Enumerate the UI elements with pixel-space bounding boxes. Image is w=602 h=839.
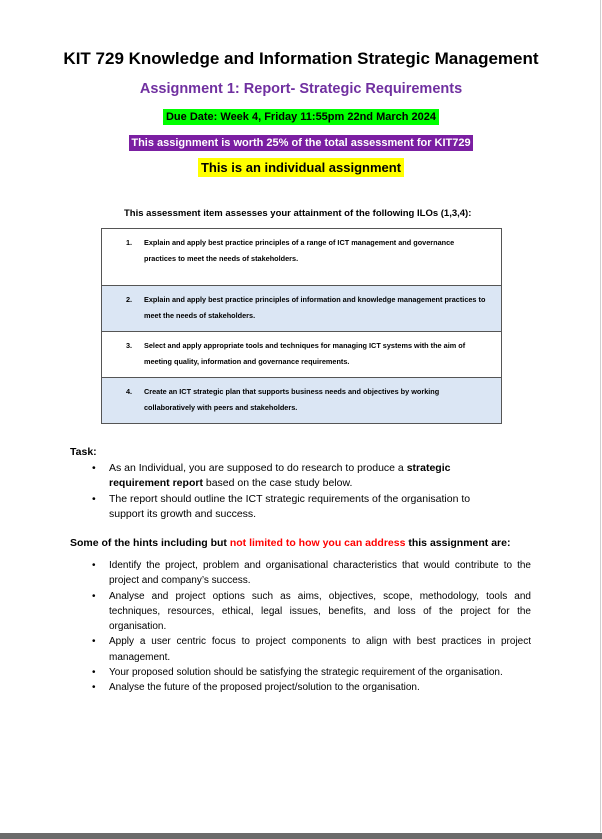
list-item <box>92 589 531 635</box>
bullet-icon: • <box>92 560 96 571</box>
hint-text: Analyse and project options such as aims, objectives, scope, methodology, tools and techniques, resources, ethical, legal issues, benefits, and loss of the project for the organisation. <box>109 590 531 633</box>
ilo-row <box>102 331 501 377</box>
ilo-text: Explain and apply best practice principles of information and knowledge management practices to meet the needs of stakeholders. <box>144 295 486 320</box>
list-item <box>92 665 531 680</box>
ilo-text: Explain and apply best practice principles of a range of ICT management and governance practices to meet the needs of stakeholders. <box>144 238 455 263</box>
bullet-icon: • <box>92 493 96 505</box>
ilo-row <box>102 229 501 285</box>
hints-heading: Some of the hints including but not limited to how you can address this assignment are: <box>70 537 511 549</box>
bullet-icon: • <box>92 667 96 679</box>
bullet-icon: • <box>92 590 96 602</box>
due-date-banner: Due Date: Week 4, Friday 11:55pm 22nd March 2024 <box>163 109 439 125</box>
ilo-number: 3. <box>126 341 133 350</box>
task-heading: Task: <box>70 446 97 458</box>
individual-banner: This is an individual assignment <box>198 158 404 177</box>
hint-text: Analyse the future of the proposed project/solution to the organisation. <box>109 682 420 694</box>
ilo-text: Create an ICT strategic plan that supports business needs and objectives by working collaboratively with peers and stakeholders. <box>144 387 440 412</box>
ilo-row <box>102 285 501 331</box>
list-item <box>92 461 492 490</box>
ilo-text: Select and apply appropriate tools and techniques for managing ICT systems with the aim of meeting quality, information and governance requirements. <box>144 341 466 366</box>
task-text: As an Individual, you are supposed to do research to produce a strategic requirement report based on the case study below. <box>109 462 451 489</box>
bullet-icon: • <box>92 636 96 648</box>
hint-text: Your proposed solution should be satisfying the strategic requirement of the organisation. <box>109 667 503 679</box>
list-item <box>92 634 531 665</box>
bullet-icon: • <box>92 682 96 694</box>
viewer-bottom-bar <box>0 833 602 839</box>
ilo-intro: This assessment item assesses your attainment of the following ILOs (1,3,4): <box>124 208 472 219</box>
task-text: The report should outline the ICT strategic requirements of the organisation to support its growth and success. <box>109 493 471 520</box>
task-list <box>92 461 492 523</box>
list-item <box>92 492 492 521</box>
bullet-icon: • <box>92 462 96 474</box>
ilo-number: 2. <box>126 295 133 304</box>
list-item <box>92 680 531 695</box>
ilo-number: 1. <box>126 238 133 247</box>
hints-list <box>92 558 531 696</box>
weighting-banner: This assignment is worth 25% of the total assessment for KIT729 <box>131 137 471 149</box>
assignment-subtitle: Assignment 1: Report- Strategic Requirements <box>139 81 463 97</box>
ilo-number: 4. <box>126 387 133 396</box>
document-title: KIT 729 Knowledge and Information Strategic Management <box>63 49 539 68</box>
ilo-row <box>102 377 501 423</box>
ilo-table <box>101 228 502 424</box>
hint-text: Identify the project, problem and organisational characteristics that would contribute to the project and company’s success. <box>109 560 531 587</box>
hint-text: Apply a user centric focus to project components to align with best practices in project management. <box>109 636 531 663</box>
list-item <box>92 558 531 589</box>
